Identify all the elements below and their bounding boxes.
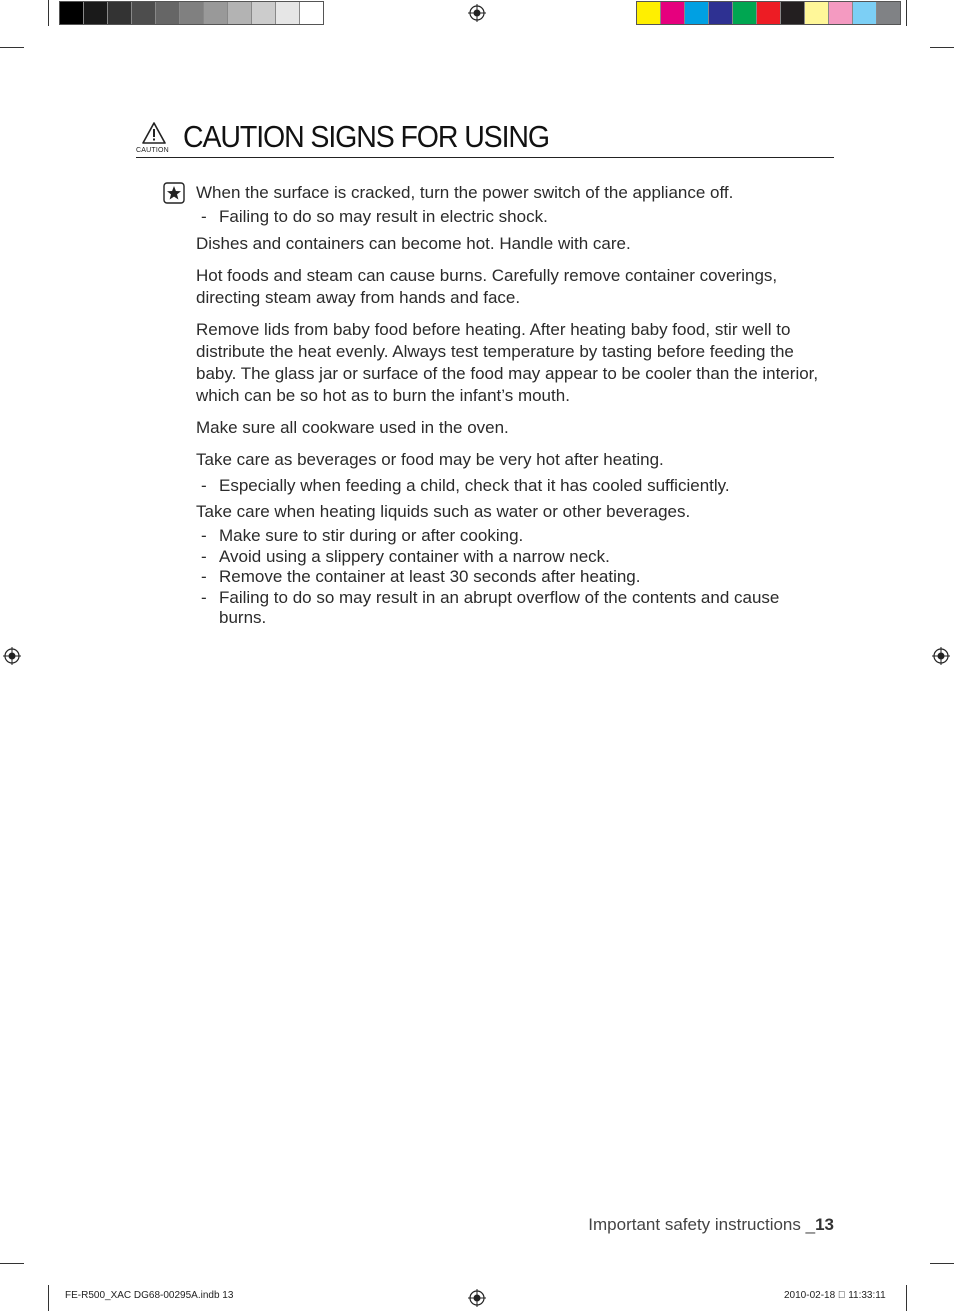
crop-mark: [0, 47, 24, 48]
bullet-item: [196, 526, 828, 547]
dash-marker: -: [201, 526, 207, 545]
color-swatch: [685, 2, 709, 24]
caution-label: CAUTION: [136, 147, 169, 154]
process-color-bar: [636, 1, 901, 25]
dash-marker: -: [201, 587, 207, 607]
caution-paragraph: Dishes and containers can become hot. Handle with care.: [196, 233, 631, 253]
caution-paragraph: Make sure all cookware used in the oven.: [196, 417, 509, 437]
bullet-list: [196, 476, 828, 497]
bullet-list: [196, 207, 828, 228]
color-swatch: [781, 2, 805, 24]
crop-mark: [48, 0, 49, 26]
crop-mark: [906, 0, 907, 26]
crop-mark: [930, 47, 954, 48]
print-slug-timestamp: 2010-02-18 ￿ 11:33:11: [784, 1290, 886, 1301]
print-slug-filename: FE-R500_XAC DG68-00295A.indb 13: [65, 1290, 234, 1301]
color-swatch: [637, 2, 661, 24]
color-swatch: [757, 2, 781, 24]
color-swatch: [108, 2, 132, 24]
registration-mark-icon: [468, 4, 486, 22]
color-swatch: [661, 2, 685, 24]
color-swatch: [300, 2, 323, 24]
bullet-item: [196, 207, 828, 228]
caution-paragraph: Take care as beverages or food may be very hot after heating.: [196, 449, 664, 469]
color-swatch: [276, 2, 300, 24]
page-title: CAUTION SIGNS FOR USING: [183, 119, 550, 154]
caution-badge: [136, 122, 172, 156]
color-swatch: [84, 2, 108, 24]
bullet-item: [196, 547, 828, 568]
bullet-item: [196, 567, 828, 588]
bullet-item: [196, 588, 828, 629]
bullet-item: [196, 476, 828, 497]
dash-marker: -: [201, 546, 207, 566]
color-swatch: [877, 2, 900, 24]
color-swatch: [228, 2, 252, 24]
color-swatch: [709, 2, 733, 24]
warning-triangle-icon: [142, 122, 166, 144]
caution-content: [196, 182, 828, 634]
caution-paragraph: Hot foods and steam can cause burns. Carefully remove container coverings, directing steam away from hands and face.: [196, 265, 778, 307]
crop-mark: [906, 1285, 907, 1311]
dash-marker: -: [201, 567, 207, 586]
bullet-list: [196, 526, 828, 629]
color-swatch: [132, 2, 156, 24]
bullet-text: Remove the container at least 30 seconds after heating.: [219, 567, 641, 586]
registration-mark-icon: [3, 647, 21, 665]
crop-mark: [48, 1285, 49, 1311]
color-swatch: [805, 2, 829, 24]
registration-mark-icon: [468, 1289, 486, 1307]
bullet-text: Failing to do so may result in electric shock.: [219, 207, 548, 226]
gray-color-bar: [59, 1, 324, 25]
bullet-text: Avoid using a slippery container with a narrow neck.: [219, 546, 610, 566]
dash-marker: -: [201, 475, 207, 495]
star-note-icon: [163, 182, 185, 204]
caution-paragraph: Take care when heating liquids such as water or other beverages.: [196, 502, 691, 521]
bullet-text: Failing to do so may result in an abrupt overflow of the contents and cause burns.: [219, 587, 780, 627]
crop-mark: [0, 1263, 24, 1264]
bullet-text: Especially when feeding a child, check that it has cooled sufficiently.: [219, 475, 730, 495]
page-footer: [588, 1215, 834, 1235]
footer-section-label: Important safety instructions _: [588, 1215, 816, 1234]
dash-marker: -: [201, 207, 207, 226]
color-swatch: [853, 2, 877, 24]
color-swatch: [180, 2, 204, 24]
caution-paragraph: Remove lids from baby food before heating. After heating baby food, stir well to distribute the heat evenly. Always test temperature by tasting before feeding the baby. The glass jar or surface of the food may appear to be cooler than the interior, which can be so hot as to burn the infant’s mouth.: [196, 319, 819, 405]
color-swatch: [829, 2, 853, 24]
crop-mark: [930, 1263, 954, 1264]
title-underline: [136, 157, 834, 158]
page-number: 13: [815, 1215, 834, 1234]
color-swatch: [204, 2, 228, 24]
color-swatch: [156, 2, 180, 24]
bullet-text: Make sure to stir during or after cooking.: [219, 526, 524, 545]
color-swatch: [733, 2, 757, 24]
registration-mark-icon: [932, 647, 950, 665]
color-swatch: [252, 2, 276, 24]
color-swatch: [60, 2, 84, 24]
caution-paragraph: When the surface is cracked, turn the power switch of the appliance off.: [196, 183, 734, 202]
